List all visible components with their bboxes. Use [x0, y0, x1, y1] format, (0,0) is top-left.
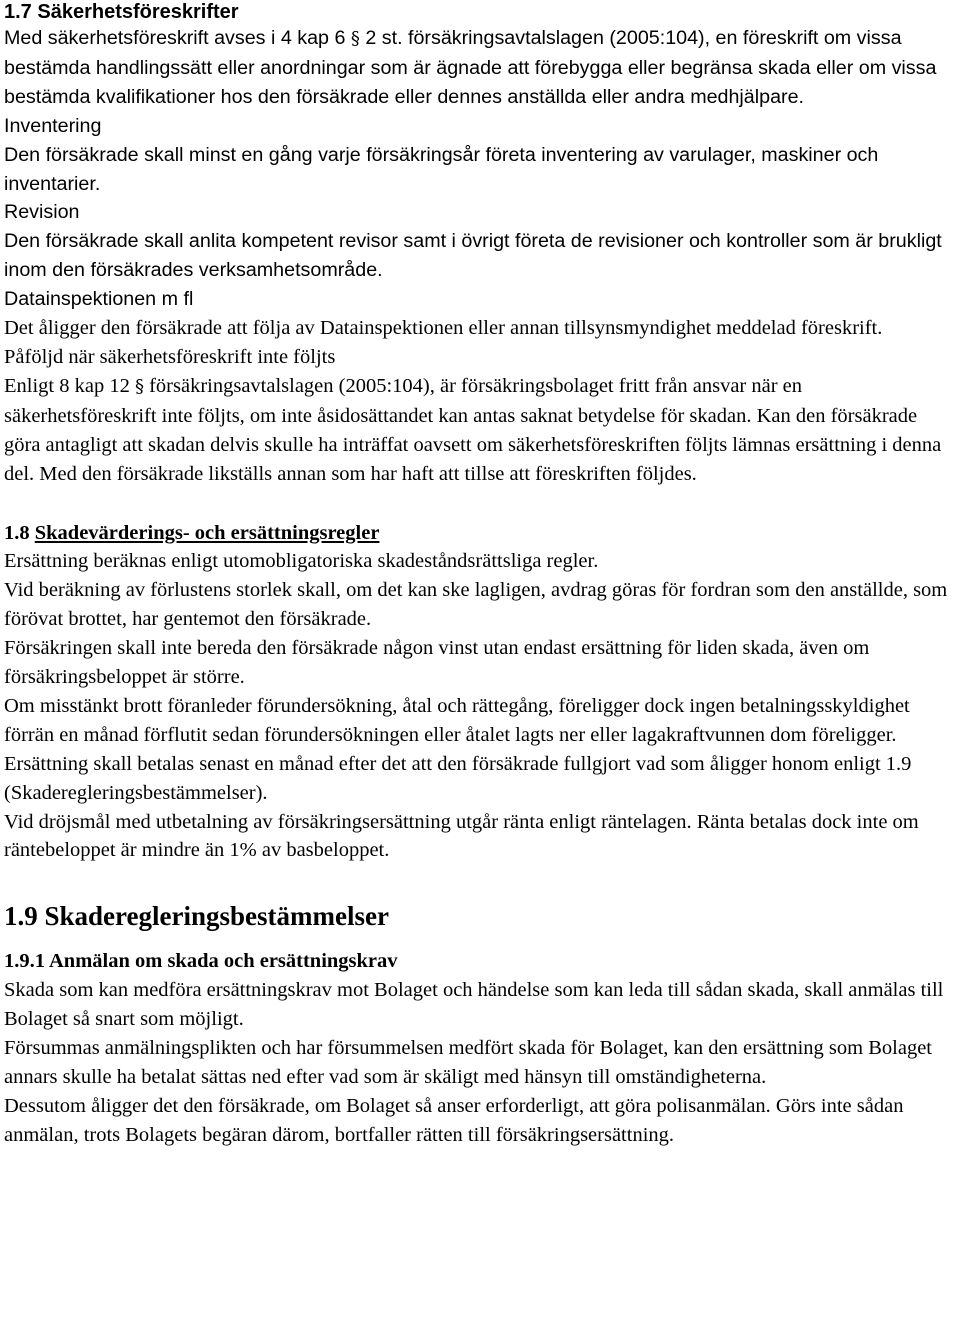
data-inspection-text: Det åligger den försäkrade att följa av Datainspektionen eller annan tillsynsmyndighet meddelad föreskrift. [4, 317, 883, 340]
claims-paragraph-1: Skada som kan medföra ersättningskrav mot Bolaget och händelse som kan leda till sådan skada, skall anmälas till Bolaget så snart som möjligt. [4, 979, 944, 1031]
audit-text: Den försäkrade skall anlita kompetent revisor samt i övrigt företa de revisioner och kontroller som är brukligt inom den försäkrades verksamhetsområde. [4, 230, 942, 282]
penalty-text-part1: Enligt 8 kap 12 [4, 374, 135, 397]
penalty-text-part2: försäkringsavtalslagen (2005:104), är försäkringsbolaget fritt från ansvar när en säkerhetsföreskrift inte följts, om inte åsidosättandet kan antas saknat betydelse för skadan. Kan den försäkrade göra antagligt att skadan delvis skulle ha inträffat oavsett om säkerhetsföreskriften följts lämnas ersättning i denna del. Med den försäkrade likställs annan som har haft att tillse att föreskriften följdes. [4, 374, 942, 485]
section-1-8-heading [4, 519, 956, 548]
compensation-paragraph-3: Försäkringen skall inte bereda den försäkrade någon vinst utan endast ersättning för liden skada, även om försäkringsbeloppet är större. [4, 637, 870, 689]
section-1-8-title: Skadevärderings- och ersättningsregler [34, 521, 380, 544]
section-sign: § [350, 28, 360, 49]
section-1-8-number: 1.8 [4, 521, 35, 544]
section-1-7-heading: 1.7 Säkerhetsföreskrifter [4, 1, 239, 23]
section-1-9-heading: 1.9 Skaderegleringsbestämmelser [4, 901, 389, 932]
inventory-label: Inventering [4, 114, 102, 137]
compensation-paragraph-4: Om misstänkt brott föranleder förundersökning, åtal och rättegång, föreligger dock ingen betalningsskyldighet förrän en månad förflutit sedan förundersökningen eller åtalet lagts ner eller lagakraftvunnen dom föreligger. [4, 694, 910, 746]
inventory-text: Den försäkrade skall minst en gång varje försäkringsår företa inventering av varulager, maskiner och inventarier. [4, 143, 879, 195]
penalty-text [4, 372, 956, 489]
penalty-label: Påföljd när säkerhetsföreskrift inte följts [4, 345, 336, 368]
security-rule-definition [4, 24, 956, 112]
definition-text-part2: 2 st. försäkringsavtalslagen (2005:104), en föreskrift om vissa bestämda handlingssätt eller anordningar som är ägnade att förebygga eller begränsa skada eller om vissa bestämda kvalifikationer hos den försäkrade eller dennes anställda eller andra medhjälpare. [4, 27, 937, 108]
compensation-paragraph-1: Ersättning beräknas enligt utomobligatoriska skadeståndsrättsliga regler. [4, 550, 599, 573]
compensation-paragraph-2: Vid beräkning av förlustens storlek skall, om det kan ske lagligen, avdrag göras för fordran som den anställde, som förövat brottet, har gentemot den försäkrade. [4, 579, 948, 631]
claims-paragraph-2: Försummas anmälningsplikten och har försummelsen medfört skada för Bolaget, kan den ersättning som Bolaget annars skulle ha betalat sättas ned efter vad som är skäligt med hänsyn till omständigheterna. [4, 1037, 932, 1088]
section-sign: § [134, 375, 144, 397]
compensation-paragraph-6: Vid dröjsmål med utbetalning av försäkringsersättning utgår ränta enligt räntelagen. Ränta betalas dock inte om räntebeloppet är mindre än 1% av basbeloppet. [4, 810, 919, 862]
definition-text-part1: Med säkerhetsföreskrift avses i 4 kap 6 [4, 27, 351, 49]
data-inspection-label: Datainspektionen m fl [4, 288, 194, 311]
audit-label: Revision [4, 201, 80, 224]
section-1-9-1-heading: 1.9.1 Anmälan om skada och ersättningskrav [4, 950, 398, 973]
compensation-paragraph-5: Ersättning skall betalas senast en månad efter det att den försäkrade fullgjort vad som åligger honom enligt 1.9 (Skaderegleringsbestämmelser). [4, 752, 912, 804]
document-page [4, 0, 956, 1150]
claims-paragraph-3: Dessutom åligger det den försäkrade, om Bolaget så anser erforderligt, att göra polisanmälan. Görs inte sådan anmälan, trots Bolagets begäran därom, bortfaller rätten till försäkringsersättning. [4, 1094, 904, 1146]
